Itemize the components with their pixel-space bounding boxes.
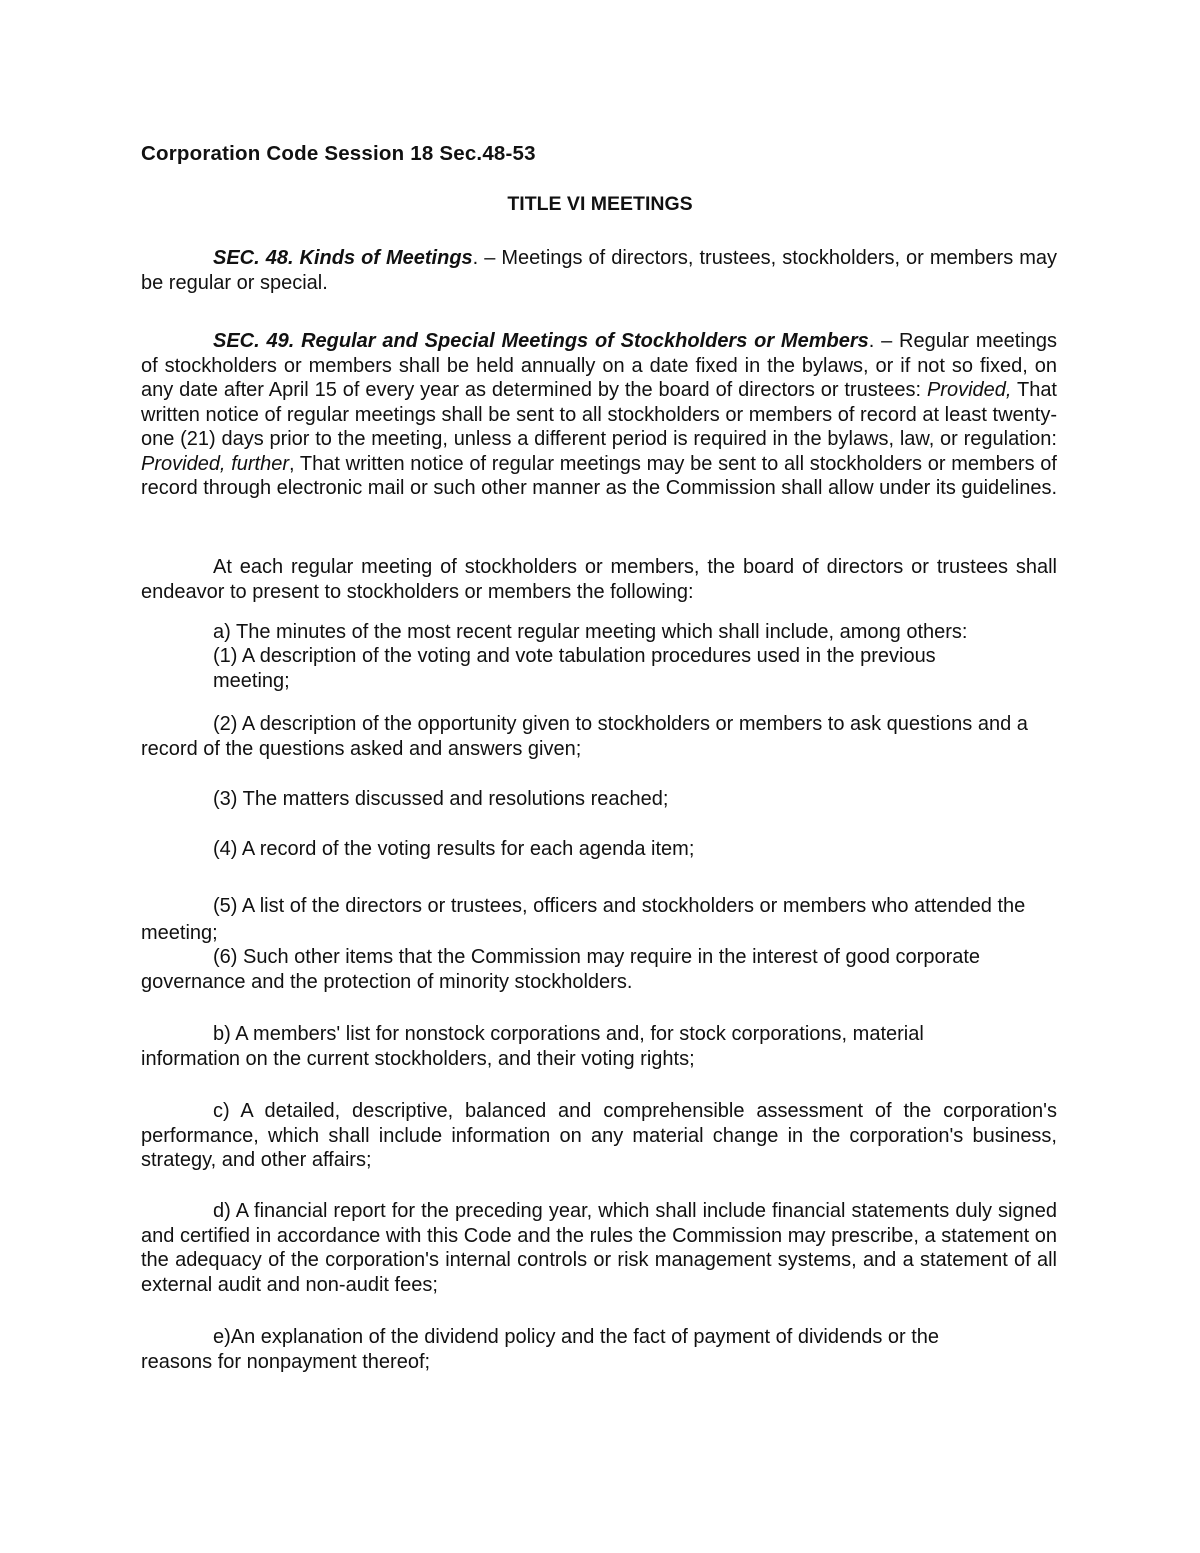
title-heading: TITLE VI MEETINGS xyxy=(507,193,693,215)
sec-48-paragraph xyxy=(141,246,1057,295)
intro-paragraph: At each regular meeting of stockholders or members, the board of directors or trustees shall endeavor to present to stockholders or members the following: xyxy=(141,556,1057,603)
item-a-3: (3) The matters discussed and resolutions reached; xyxy=(213,788,669,810)
item-d: d) A financial report for the preceding year, which shall include financial statements duly signed and certified in accordance with this Code and the rules the Commission may prescribe, a statement on the adequacy of the corporation's internal controls or risk management systems, and a statement of all external audit and non-audit fees; xyxy=(141,1200,1057,1296)
sec-48-heading: SEC. 48. Kinds of Meetings xyxy=(213,247,473,269)
item-c: c) A detailed, descriptive, balanced and comprehensible assessment of the corporation's performance, which shall include information on any material change in the corporation's business, strategy, and other affairs; xyxy=(141,1100,1057,1171)
item-e: e)An explanation of the dividend policy and the fact of payment of dividends or the reasons for nonpayment thereof; xyxy=(141,1326,940,1373)
sec-49-proviso-2: Provided, further xyxy=(141,452,290,475)
item-a-6: (6) Such other items that the Commission may require in the interest of good corporate governance and the protection of minority stockholders. xyxy=(141,946,981,993)
item-a-2: (2) A description of the opportunity given to stockholders or members to ask questions and a record of the questions asked and answers given; xyxy=(141,713,1028,760)
item-a-4: (4) A record of the voting results for each agenda item; xyxy=(213,838,695,860)
sec-49-text-2: That written notice of regular meetings shall be sent to all stockholders or members of record at least twenty-one (21) days prior to the meeting, unless a different period is required in the bylaws, law, or regulation: xyxy=(141,379,1057,450)
sec-49-paragraph xyxy=(141,329,1057,501)
document-header: Corporation Code Session 18 Sec.48-53 xyxy=(141,142,536,165)
sec-49-text-1: . – Regular meetings of stockholders or members shall be held annually on a date fixed in the bylaws, or if not so fixed, on any date after April 15 of every year as determined by the board of directors or trustees: xyxy=(141,330,1057,401)
sec-49-text-3: , That written notice of regular meetings may be sent to all stockholders or members of record through electronic mail or such other manner as the Commission shall allow under its guidelines. xyxy=(141,452,1057,499)
item-a-1: (1) A description of the voting and vote tabulation procedures used in the previous meeting; xyxy=(213,645,936,692)
item-a: a) The minutes of the most recent regular meeting which shall include, among others: xyxy=(213,621,968,643)
sec-49-heading: SEC. 49. Regular and Special Meetings of Stockholders or Members xyxy=(213,330,869,352)
sec-48-text: . – Meetings of directors, trustees, stockholders, or members may be regular or special. xyxy=(141,247,1057,294)
sec-49-proviso-1: Provided, xyxy=(926,379,1012,401)
item-b: b) A members' list for nonstock corporations and, for stock corporations, material information on the current stockholders, and their voting rights; xyxy=(141,1023,924,1070)
item-a-5: (5) A list of the directors or trustees, officers and stockholders or members who attended the meeting; xyxy=(141,895,1026,944)
